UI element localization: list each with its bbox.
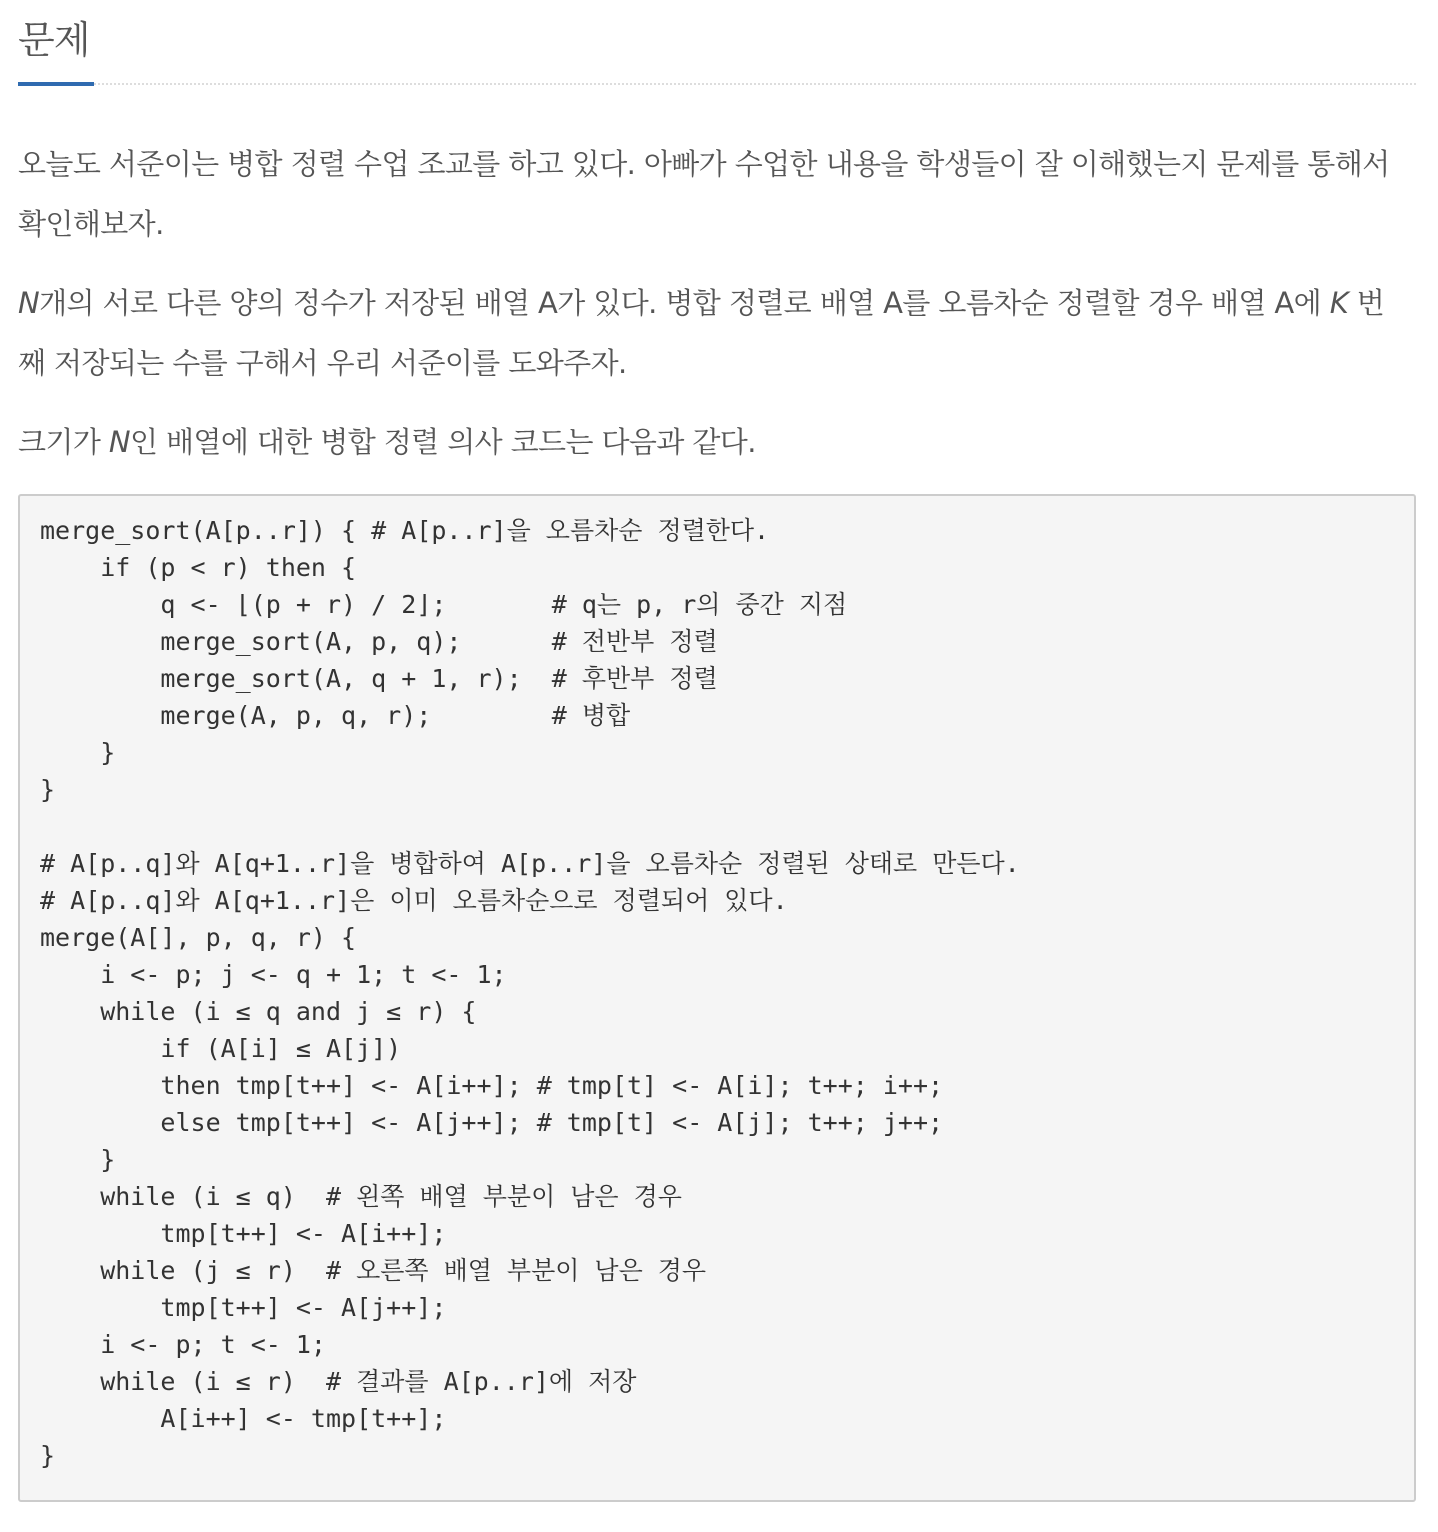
dotted-divider xyxy=(94,83,1416,85)
pseudocode-intro-part1: 크기가 xyxy=(18,425,109,459)
pseudocode-intro-part2: 인 배열에 대한 병합 정렬 의사 코드는 다음과 같다. xyxy=(129,425,756,459)
description-paragraph-task xyxy=(18,273,1408,393)
problem-section-header xyxy=(18,0,1416,88)
variable-k: K xyxy=(1329,286,1349,320)
title-underline xyxy=(18,82,94,86)
variable-n: N xyxy=(18,286,40,320)
task-text-part2: 번째 저장되는 수를 구해서 우리 서준이를 도와주자. xyxy=(18,286,1385,380)
problem-description xyxy=(18,134,1408,491)
section-title: 문제 xyxy=(18,18,90,62)
variable-n: N xyxy=(108,425,130,459)
pseudocode-block: merge_sort(A[p..r]) { # A[p..r]을 오름차순 정렬한다. if (p < r) then { q <- ⌊(p + r) / 2⌋; # q는 p, r의 중간 지점 merge_sort(A, p, q); # 전반부 정렬 merge_sort(A, q + 1, r); # 후반부 정렬 merge(A, p, q, r); # 병합 } } # A[p..q]와 A[q+1..r]을 병합하여 A[p..r]을 오름차순 정렬된 상태로 만든다. # A[p..q]와 A[q+1..r]은 이미 오름차순으로 정렬되어 있다. merge(A[], p, q, r) { i <- p; j <- q + 1; t <- 1; while (i ≤ q and j ≤ r) { if (A[i] ≤ A[j]) then tmp[t++] <- A[i++]; # tmp[t] <- A[i]; t++; i++; else tmp[t++] <- A[j++]; # tmp[t] <- A[j]; t++; j++; } while (i ≤ q) # 왼쪽 배열 부분이 남은 경우 tmp[t++] <- A[i++]; while (j ≤ r) # 오른쪽 배열 부분이 남은 경우 tmp[t++] <- A[j++]; i <- p; t <- 1; while (i ≤ r) # 결과를 A[p..r]에 저장 A[i++] <- tmp[t++]; } xyxy=(18,494,1416,1502)
description-paragraph-pseudocode-intro xyxy=(18,412,1408,472)
task-text-part1: 개의 서로 다른 양의 정수가 저장된 배열 A가 있다. 병합 정렬로 배열 A를 오름차순 정렬할 경우 배열 A에 xyxy=(39,286,1330,320)
description-paragraph-intro: 오늘도 서준이는 병합 정렬 수업 조교를 하고 있다. 아빠가 수업한 내용을 학생들이 잘 이해했는지 문제를 통해서 확인해보자. xyxy=(18,147,1390,241)
